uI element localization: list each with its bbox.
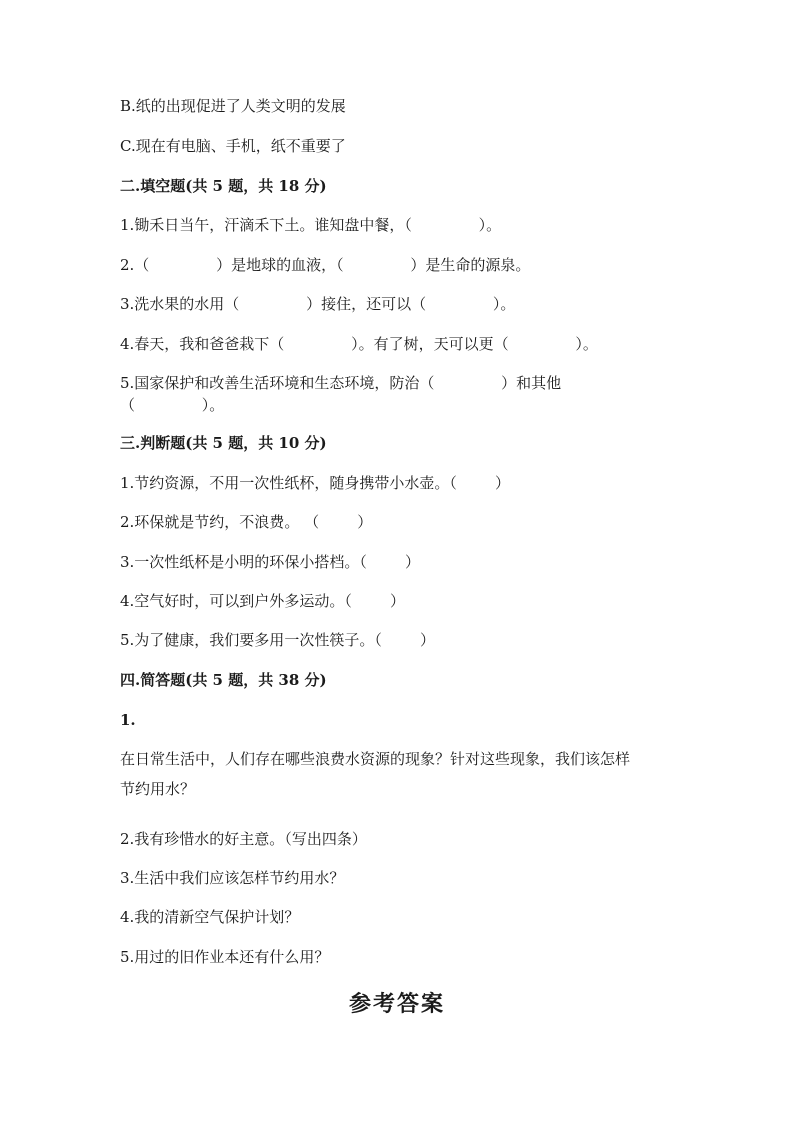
true-false-question-2: 2.环保就是节约，不浪费。 （ ）	[120, 513, 373, 531]
fill-blank-question-4: 4.春天，我和爸爸栽下（ ）。有了树，天可以更（ ）。	[120, 335, 598, 353]
short-answer-question-1-line-1: 在日常生活中，人们存在哪些浪费水资源的现象？针对这些现象，我们该怎样	[120, 750, 631, 768]
question-option-b: B.纸的出现促进了人类文明的发展	[120, 97, 346, 115]
section-heading-true-false: 三.判断题(共 5 题，共 10 分)	[120, 434, 327, 452]
true-false-question-3: 3.一次性纸杯是小明的环保小搭档。（ ）	[120, 553, 420, 571]
fill-blank-question-3: 3.洗水果的水用（ ）接住，还可以（ ）。	[120, 295, 516, 313]
fill-blank-question-2: 2.（ ）是地球的血液，（ ）是生命的源泉。	[120, 256, 531, 274]
short-answer-question-2: 2.我有珍惜水的好主意。（写出四条）	[120, 830, 367, 848]
true-false-question-1: 1.节约资源，不用一次性纸杯，随身携带小水壶。（ ）	[120, 474, 510, 492]
short-answer-question-5: 5.用过的旧作业本还有什么用？	[120, 948, 330, 966]
answers-title: 参考答案	[348, 991, 445, 1017]
short-answer-question-4: 4.我的清新空气保护计划？	[120, 908, 300, 926]
true-false-question-5: 5.为了健康，我们要多用一次性筷子。（ ）	[120, 631, 435, 649]
fill-blank-question-5-line-2: （ ）。	[120, 396, 225, 414]
section-heading-short-answer: 四.简答题(共 5 题，共 38 分)	[120, 671, 327, 689]
true-false-question-4: 4.空气好时，可以到户外多运动。（ ）	[120, 592, 405, 610]
fill-blank-question-1: 1.锄禾日当午，汗滴禾下土。谁知盘中餐，（ ）。	[120, 216, 502, 234]
short-answer-question-1-line-2: 节约用水？	[120, 780, 196, 798]
short-answer-question-3: 3.生活中我们应该怎样节约用水？	[120, 869, 345, 887]
section-heading-fill-blank: 二.填空题(共 5 题，共 18 分)	[120, 177, 327, 195]
short-answer-question-1-number: 1.	[120, 711, 136, 729]
question-option-c: C.现在有电脑、手机，纸不重要了	[120, 137, 346, 155]
fill-blank-question-5-line-1: 5.国家保护和改善生活环境和生态环境，防治（ ）和其他	[120, 374, 562, 392]
